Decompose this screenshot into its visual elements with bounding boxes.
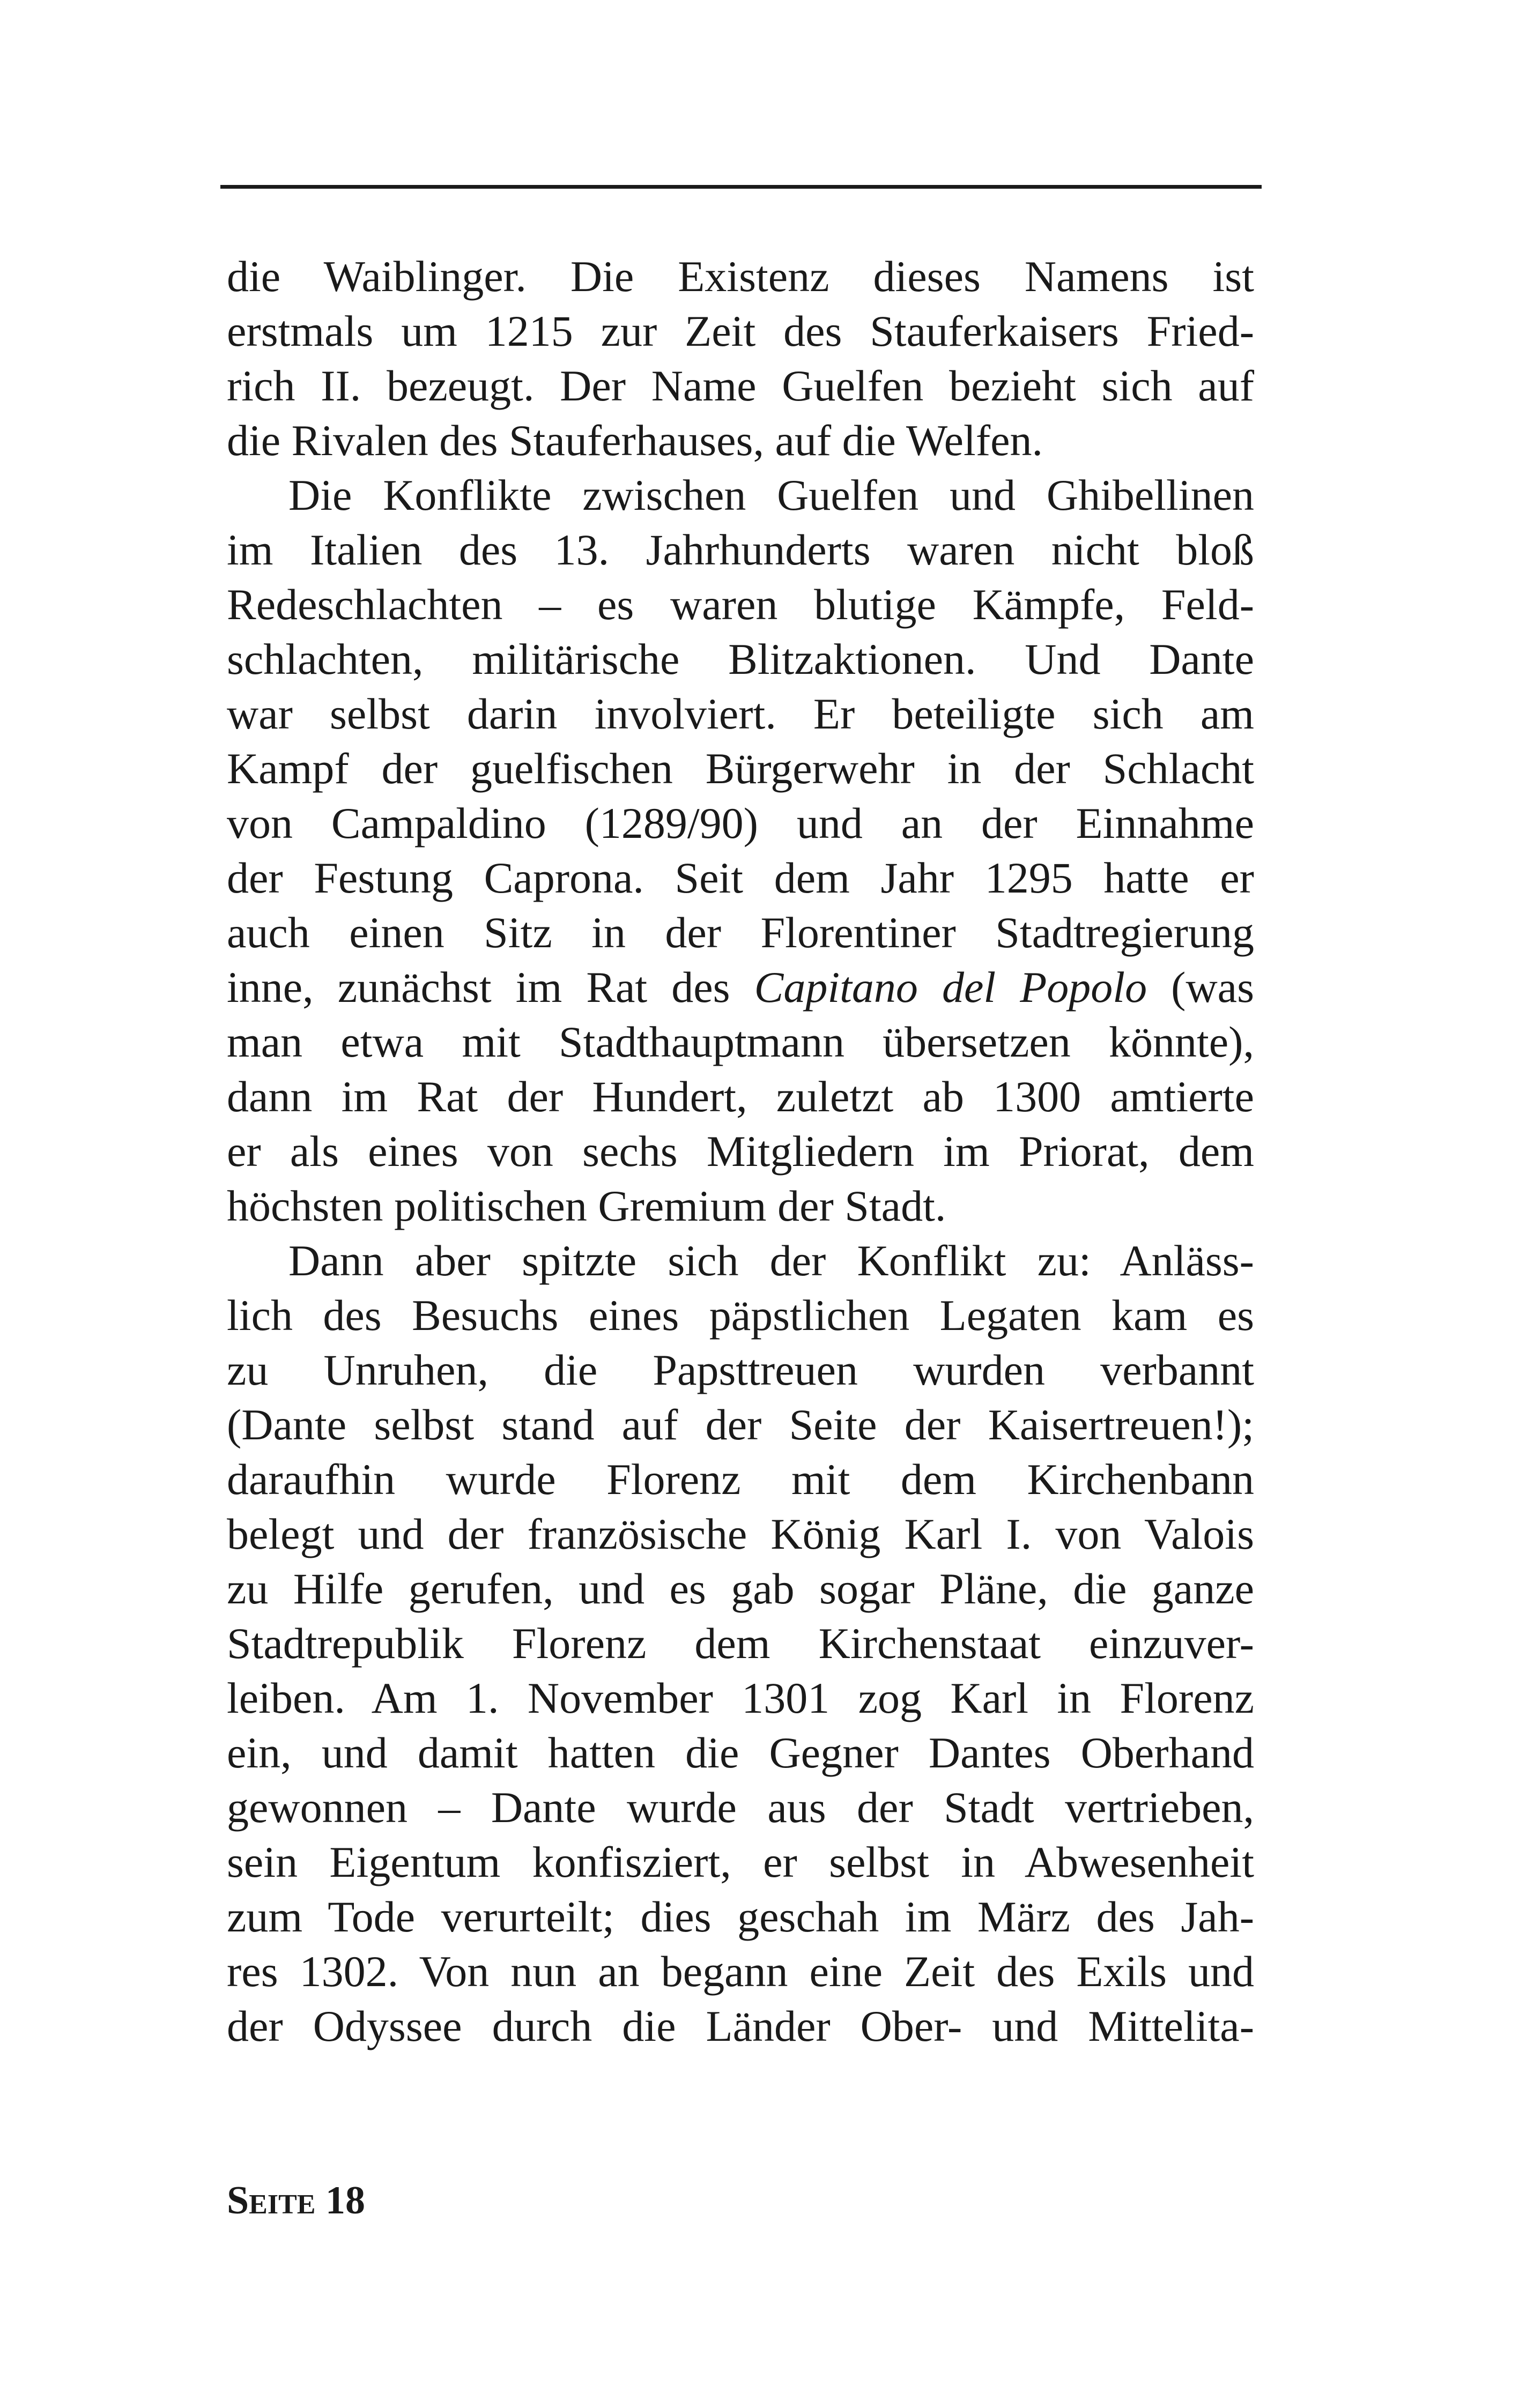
header-rule	[220, 185, 1262, 189]
text-line: Dann aber spitzte sich der Konflikt zu: Anläss-	[288, 1236, 1254, 1285]
text-line	[227, 960, 1254, 1015]
text-line: zu Hilfe gerufen, und es gab sogar Pläne, die ganze	[227, 1564, 1254, 1613]
text-line: der Odyssee durch die Länder Ober- und Mittelita-	[227, 2002, 1254, 2050]
text-line: ein, und damit hatten die Gegner Dantes Oberhand	[227, 1728, 1254, 1777]
body-text	[227, 249, 1254, 2054]
text-line: (Dante selbst stand auf der Seite der Kaisertreuen!);	[227, 1400, 1254, 1449]
text-line: die Waiblinger. Die Existenz dieses Namens ist	[227, 252, 1254, 301]
text-line: der Festung Caprona. Seit dem Jahr 1295 hatte er	[227, 853, 1254, 902]
page-number: 18	[325, 2179, 365, 2223]
text-line: res 1302. Von nun an begann eine Zeit des Exils und	[227, 1947, 1254, 1996]
text-line: lich des Besuchs eines päpstlichen Legaten kam es	[227, 1291, 1254, 1340]
text-line: schlachten, militärische Blitzaktionen. Und Dante	[227, 635, 1254, 683]
text-line: leiben. Am 1. November 1301 zog Karl in Florenz	[227, 1674, 1254, 1722]
text-line: Kampf der guelfischen Bürgerwehr in der Schlacht	[227, 744, 1254, 793]
text-line: man etwa mit Stadthauptmann übersetzen könnte),	[227, 1017, 1254, 1066]
text-line: war selbst darin involviert. Er beteiligte sich am	[227, 689, 1254, 738]
text-line: zum Tode verurteilt; dies geschah im März des Jah-	[227, 1892, 1254, 1941]
text-line: Redeschlachten – es waren blutige Kämpfe, Feld-	[227, 580, 1254, 629]
page-footer	[227, 2176, 365, 2225]
text-line: die Rivalen des Stauferhauses, auf die Welfen.	[227, 416, 1043, 465]
text-line: dann im Rat der Hundert, zuletzt ab 1300 amtierte	[227, 1072, 1254, 1121]
text-line: rich II. bezeugt. Der Name Guelfen bezieht sich auf	[227, 361, 1254, 410]
text-line: belegt und der französische König Karl I. von Valois	[227, 1510, 1254, 1558]
text-line: höchsten politischen Gremium der Stadt.	[227, 1181, 946, 1230]
text-line: Stadtrepublik Florenz dem Kirchenstaat einzuver-	[227, 1619, 1254, 1668]
italic-title: Capitano del Popolo	[754, 963, 1147, 1012]
text-line: zu Unruhen, die Papsttreuen wurden verbannt	[227, 1346, 1254, 1394]
text-line: sein Eigentum konfisziert, er selbst in Abwesenheit	[227, 1838, 1254, 1886]
text-line: im Italien des 13. Jahrhunderts waren nicht bloß	[227, 525, 1254, 574]
text-line: gewonnen – Dante wurde aus der Stadt vertrieben,	[227, 1783, 1254, 1832]
text-line: von Campaldino (1289/90) und an der Einnahme	[227, 799, 1254, 848]
text-segment: inne, zunächst im Rat des	[227, 963, 754, 1012]
text-line: daraufhin wurde Florenz mit dem Kirchenbann	[227, 1455, 1254, 1504]
text-line: Die Konflikte zwischen Guelfen und Ghibellinen	[288, 471, 1254, 519]
text-segment: (was	[1147, 963, 1254, 1012]
text-line: erstmals um 1215 zur Zeit des Stauferkaisers Fried-	[227, 307, 1254, 355]
page-label: Seite	[227, 2179, 316, 2223]
text-line: er als eines von sechs Mitgliedern im Priorat, dem	[227, 1127, 1254, 1176]
text-line: auch einen Sitz in der Florentiner Stadtregierung	[227, 908, 1254, 957]
